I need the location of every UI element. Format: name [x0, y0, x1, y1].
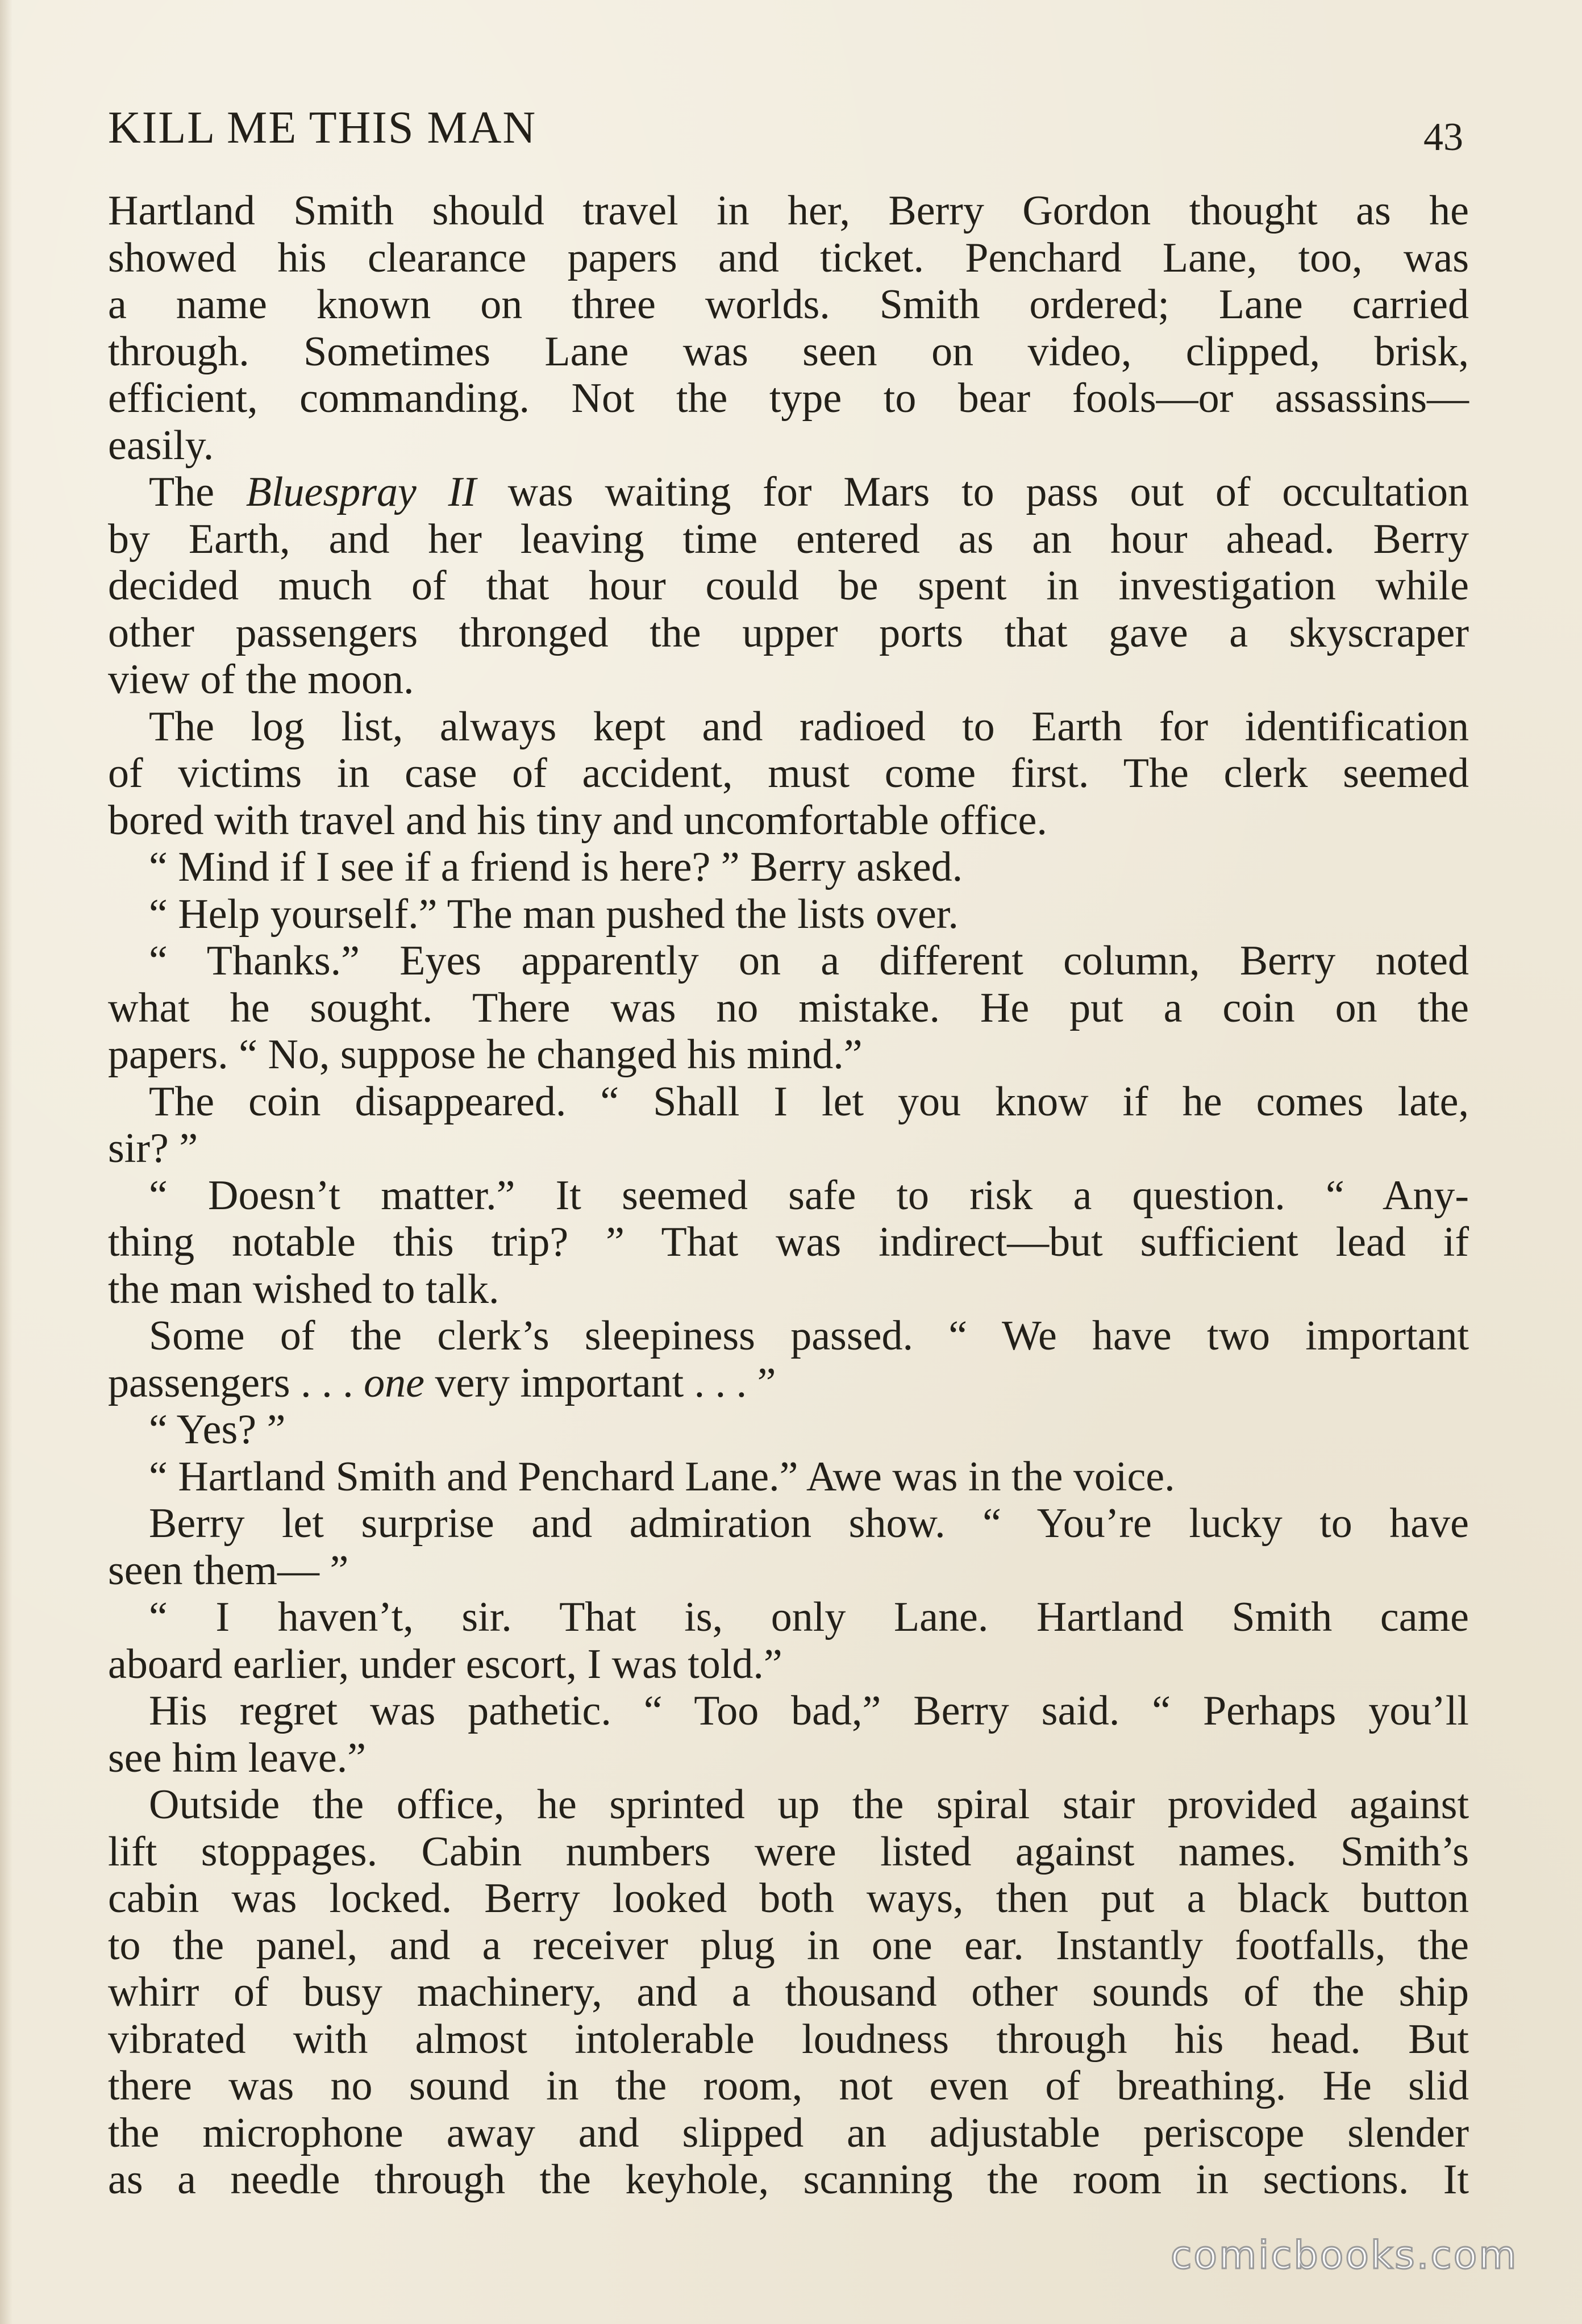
italic-text: Bluespray II	[245, 469, 476, 515]
text-segment: “ Hartland Smith and Penchard Lane.” Awe was in the voice.	[149, 1453, 1175, 1500]
text-segment: Outside the office, he sprinted up the spiral stair provided against	[149, 1781, 1469, 1828]
text-line	[108, 563, 1469, 610]
text-line	[108, 2016, 1469, 2063]
text-segment: was waiting for Mars to pass out of occultation	[476, 469, 1469, 515]
text-line	[108, 1922, 1469, 1969]
text-line	[108, 1078, 1469, 1126]
text-segment: sir? ”	[108, 1125, 198, 1172]
text-segment: there was no sound in the room, not even of breathing. He slid	[108, 2063, 1469, 2109]
text-segment: Some of the clerk’s sleepiness passed. “ We have two important	[149, 1313, 1469, 1359]
text-segment: Hartland Smith should travel in her, Berry Gordon thought as he	[108, 188, 1469, 234]
text-segment: as a needle through the keyhole, scanning the room in sections. It	[108, 2156, 1469, 2203]
text-line	[108, 1641, 1469, 1688]
text-segment: “ I haven’t, sir. That is, only Lane. Hartland Smith came	[149, 1594, 1469, 1640]
text-line	[108, 1829, 1469, 1876]
text-line	[108, 1266, 1469, 1313]
text-line	[108, 516, 1469, 563]
text-segment: to the panel, and a receiver plug in one ear. Instantly footfalls, the	[108, 1922, 1469, 1969]
text-segment: Berry let surprise and admiration show. “ You’re lucky to have	[149, 1500, 1469, 1547]
text-segment: thing notable this trip? ” That was indirect—but sufficient lead if	[108, 1219, 1469, 1265]
text-line	[108, 703, 1469, 751]
text-segment: passengers . . .	[108, 1359, 364, 1406]
text-line	[108, 422, 1469, 469]
text-segment: by Earth, and her leaving time entered as an hour ahead. Berry	[108, 515, 1469, 563]
text-segment: The log list, always kept and radioed to Earth for identification	[149, 703, 1469, 750]
text-segment: aboard earlier, under escort, I was told.”	[108, 1640, 782, 1688]
text-segment: “ Thanks.” Eyes apparently on a different column, Berry noted	[149, 938, 1469, 984]
text-segment: the man wished to talk.	[108, 1265, 499, 1313]
text-line	[108, 2156, 1469, 2204]
text-line	[108, 1781, 1469, 1829]
italic-text: one	[364, 1359, 424, 1406]
watermark: comicbooks.com	[1171, 2233, 1518, 2278]
text-segment: lift stoppages. Cabin numbers were listed against names. Smith’s	[108, 1828, 1469, 1875]
text-segment: what he sought. There was no mistake. He put a coin on the	[108, 984, 1469, 1031]
text-segment: seen them— ”	[108, 1547, 349, 1594]
text-line	[108, 188, 1469, 235]
text-segment: a name known on three worlds. Smith ordered; Lane carried	[108, 281, 1469, 328]
text-line	[108, 750, 1469, 797]
text-segment: showed his clearance papers and ticket. Penchard Lane, too, was	[108, 234, 1469, 281]
text-line	[108, 1969, 1469, 2016]
text-segment: view of the moon.	[108, 656, 414, 703]
text-line	[108, 1219, 1469, 1266]
text-segment: “ Yes? ”	[149, 1406, 286, 1453]
text-segment: vibrated with almost intolerable loudness through his head. But	[108, 2015, 1469, 2063]
text-line	[108, 1688, 1469, 1735]
text-line	[108, 891, 1469, 938]
text-segment: of victims in case of accident, must come first. The clerk seemed	[108, 750, 1469, 797]
text-segment: “ Doesn’t matter.” It seemed safe to risk a question. “ Any-	[149, 1172, 1469, 1219]
text-line	[108, 235, 1469, 282]
text-line	[108, 328, 1469, 376]
text-line	[108, 1172, 1469, 1219]
text-line	[108, 281, 1469, 328]
text-segment: efficient, commanding. Not the type to bear fools—or assassins—	[108, 375, 1469, 422]
body-text	[108, 188, 1469, 2204]
text-segment: “ Mind if I see if a friend is here? ” Berry asked.	[149, 844, 963, 890]
text-segment: other passengers thronged the upper ports that gave a skyscraper	[108, 609, 1469, 656]
text-line	[108, 1360, 1469, 1407]
text-line	[108, 985, 1469, 1032]
page-gutter-shadow	[0, 0, 13, 2324]
text-line	[108, 1453, 1469, 1501]
text-line	[108, 844, 1469, 891]
text-line	[108, 797, 1469, 844]
text-line	[108, 1594, 1469, 1641]
running-head-title: KILL ME THIS MAN	[108, 103, 537, 153]
text-line	[108, 2063, 1469, 2110]
text-line	[108, 1125, 1469, 1172]
text-segment: see him leave.”	[108, 1734, 367, 1781]
text-segment: whirr of busy machinery, and a thousand other sounds of the ship	[108, 1969, 1469, 2015]
text-segment: through. Sometimes Lane was seen on video, clipped, brisk,	[108, 328, 1469, 375]
text-segment: papers. “ No, suppose he changed his mind.”	[108, 1031, 863, 1078]
text-line	[108, 1031, 1469, 1078]
text-line	[108, 469, 1469, 516]
page-number: 43	[1423, 115, 1463, 159]
text-segment: very important . . . ”	[424, 1359, 776, 1406]
text-line	[108, 375, 1469, 422]
text-segment: The coin disappeared. “ Shall I let you know if he comes late,	[149, 1078, 1469, 1125]
text-segment: the microphone away and slipped an adjustable periscope slender	[108, 2109, 1469, 2156]
text-segment: decided much of that hour could be spent in investigation while	[108, 563, 1469, 609]
text-segment: bored with travel and his tiny and uncomfortable office.	[108, 797, 1047, 844]
text-line	[108, 1500, 1469, 1547]
text-segment: easily.	[108, 422, 214, 469]
text-line	[108, 1547, 1469, 1594]
text-line	[108, 656, 1469, 703]
text-line	[108, 610, 1469, 657]
text-line	[108, 1313, 1469, 1360]
text-line	[108, 2110, 1469, 2157]
text-line	[108, 1406, 1469, 1453]
text-segment: The	[149, 469, 246, 515]
text-line	[108, 1875, 1469, 1922]
text-segment: His regret was pathetic. “ Too bad,” Berry said. “ Perhaps you’ll	[149, 1688, 1469, 1734]
text-line	[108, 938, 1469, 985]
text-segment: “ Help yourself.” The man pushed the lists over.	[149, 890, 959, 938]
text-segment: cabin was locked. Berry looked both ways, then put a black button	[108, 1875, 1469, 1922]
text-line	[108, 1735, 1469, 1782]
